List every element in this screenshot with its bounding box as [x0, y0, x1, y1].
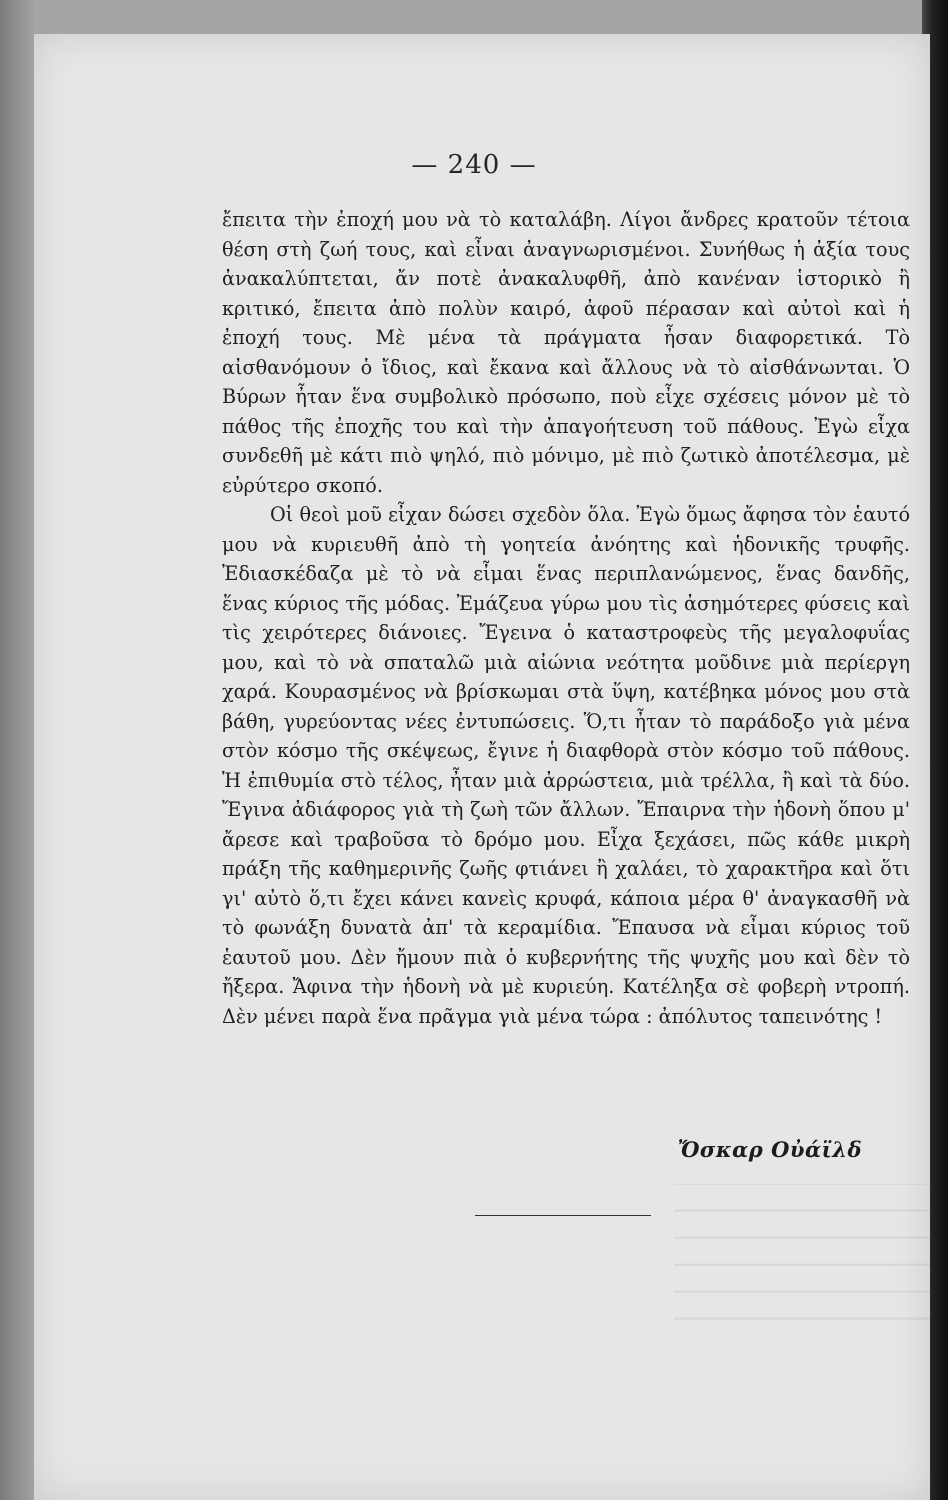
paragraph-1: ἔπειτα τὴν ἐποχή μου νὰ τὸ καταλάβη. Λίγοι ἄνδρες κρατοῦν τέτοια θέση στὴ ζωή τους, καὶ εἶναι ἀναγνωρισμένοι. Συνήθως ἡ ἀξία τους ἀνακαλύπτεται, ἄν ποτὲ ἀνακαλυφθῆ, ἀπὸ κανέναν ἱστορικὸ ἢ κριτικό, ἔπειτα ἀπὸ πολὺν καιρό, ἀφοῦ πέρασαν καὶ αὐτοὶ καὶ ἡ ἐποχή τους. Μὲ μένα τὰ πράγματα ἦσαν διαφορετικά. Τὸ αἰσθανόμουν ὁ ἴδιος, καὶ ἔκανα καὶ ἄλλους νὰ τὸ αἰσθάνωνται. Ὁ Βύρων ἦταν ἕνα συμβολικὸ πρόσωπο, ποὺ εἶχε σχέσεις μόνον μὲ τὸ πάθος τῆς ἐποχῆς του καὶ τὴν ἀπαγοήτευση τοῦ πάθους. Ἐγὼ εἶχα συνδεθῆ μὲ κάτι πιὸ ψηλό, πιὸ μόνιμο, μὲ πιὸ ζωτικὸ ἀποτέλεσμα, μὲ εὐρύτερο σκοπό. — [222, 208, 910, 497]
page-number: — 240 — — [411, 150, 537, 180]
body-text — [222, 205, 910, 1031]
closing-rule — [475, 1215, 651, 1216]
author-signature: Ὄσκαρ Οὐάϊλδ — [677, 1137, 862, 1162]
paragraph-2: Οἱ θεοὶ μοῦ εἶχαν δώσει σχεδὸν ὅλα. Ἐγὼ ὅμως ἄφησα τὸν ἑαυτό μου νὰ κυριευθῆ ἀπὸ τὴ γοητεία ἀνόητης καὶ ἡδονικῆς τρυφῆς. Ἐδιασκέδαζα μὲ τὸ νὰ εἶμαι ἕνας περιπλανώμενος, ἕνας δανδῆς, ἕνας κύριος τῆς μόδας. Ἐμάζευα γύρω μου τὶς ἀσημότερες φύσεις καὶ τὶς χειρότερες διάνοιες. Ἔγεινα ὁ καταστροφεὺς τῆς μεγαλοφυΐας μου, καὶ τὸ νὰ σπαταλῶ μιὰ αἰώνια νεότητα μοῦδινε μιὰ περίεργη χαρά. Κουρασμένος νὰ βρίσκωμαι στὰ ὕψη, κατέβηκα μόνος μου στὰ βάθη, γυρεύοντας νέες ἐντυπώσεις. Ὅ,τι ἦταν τὸ παράδοξο γιὰ μένα στὸν κόσμο τῆς σκέψεως, ἔγινε ἡ διαφθορὰ στὸν κόσμο τοῦ πάθους. Ἡ ἐπιθυμία στὸ τέλος, ἦταν μιὰ ἀρρώστεια, μιὰ τρέλλα, ἢ καὶ τὰ δύο. Ἔγινα ἀδιάφορος γιὰ τὴ ζωὴ τῶν ἄλλων. Ἔπαιρνα τὴν ἡδονὴ ὅπου μ' ἄρεσε καὶ τραβοῦσα τὸ δρόμο μου. Εἶχα ξεχάσει, πῶς κάθε μικρὴ πράξη τῆς καθημερινῆς ζωῆς φτιάνει ἢ χαλάει, τὸ χαρακτῆρα καὶ ὅτι γι' αὐτὸ ὅ,τι ἔχει κάνει κανεὶς κρυφά, κάποια μέρα θ' ἀναγκασθῆ νὰ τὸ φωνάξη δυνατὰ ἀπ' τὰ κεραμίδια. Ἔπαυσα νὰ εἶμαι κύριος τοῦ ἑαυτοῦ μου. Δὲν ἤμουν πιὰ ὁ κυβερνήτης τῆς ψυχῆς μου καὶ δὲν τὸ ἤξερα. Ἄφινα τὴν ἡδονὴ νὰ μὲ κυριεύη. Κατέληξα σὲ φοβερὴ ντροπή. Δὲν μένει παρὰ ἕνα πρᾶγμα γιὰ μένα τώρα : ἀπόλυτος ταπεινότης ! — [222, 503, 910, 1028]
bleed-through — [674, 1184, 930, 1344]
